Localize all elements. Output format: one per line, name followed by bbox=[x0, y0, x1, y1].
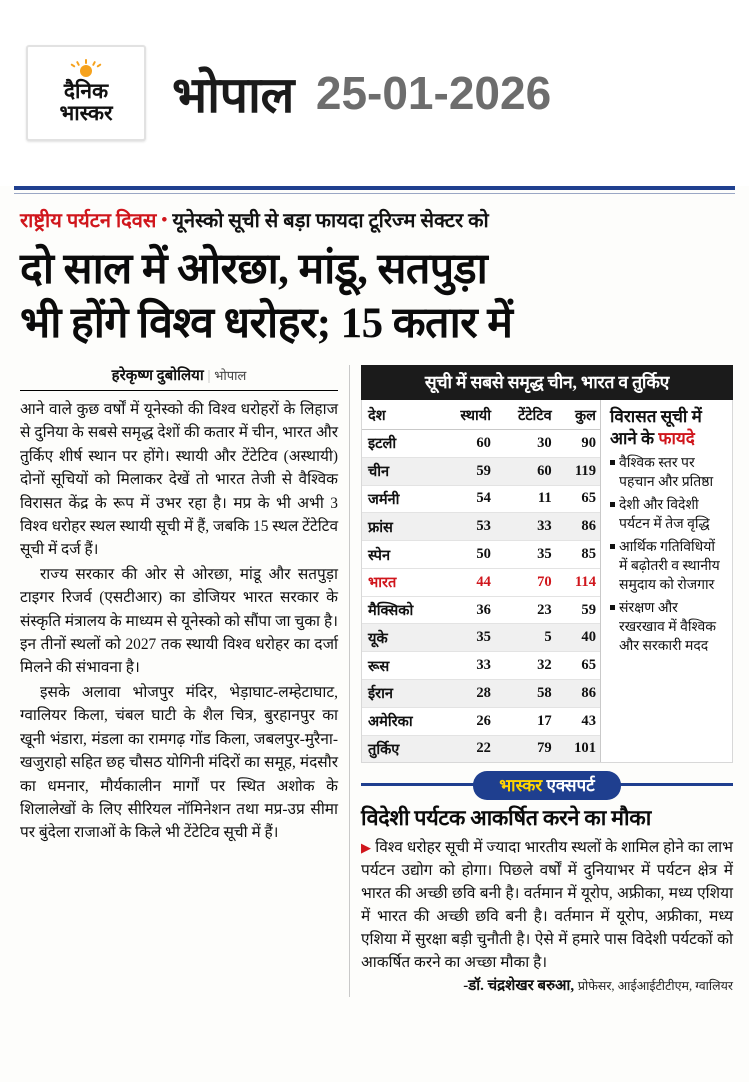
expert-body bbox=[361, 836, 733, 974]
cell-total: 119 bbox=[556, 457, 600, 485]
publication-logo bbox=[26, 45, 146, 141]
cell-total: 65 bbox=[556, 485, 600, 513]
expert-banner-label: एक्सपर्ट bbox=[546, 775, 595, 795]
benefits-title-plain: विरासत सूची में आने के bbox=[610, 407, 702, 448]
table-row bbox=[362, 457, 600, 485]
cell-country: रूस bbox=[362, 652, 439, 680]
table-header-tentative: टेंटेटिव bbox=[495, 400, 556, 430]
byline-author: हरेकृष्ण दुबोलिया bbox=[111, 368, 204, 384]
benefits-panel bbox=[600, 400, 732, 762]
cell-permanent: 54 bbox=[439, 485, 495, 513]
article-right-column bbox=[361, 365, 733, 997]
edition-city: भोपाल bbox=[172, 67, 294, 123]
byline-separator: | bbox=[207, 368, 211, 384]
article-paragraph: राज्य सरकार की ओर से ओरछा, मांडू और सतपुड़ा टाइगर रिजर्व (एसटीआर) का डोजियर भारत सरकार के संस्कृति मंत्रालय के माध्यम से यूनेस्को को सौंपा जा चुका है। इन तीनों स्थलों को 2027 तक स्थायी विश्व धरोहर का दर्जा मिलने की संभावना है। bbox=[20, 565, 338, 677]
cell-tentative: 70 bbox=[495, 568, 556, 596]
benefit-item bbox=[610, 599, 725, 656]
table-row-highlight bbox=[362, 568, 600, 596]
byline bbox=[20, 365, 338, 390]
table-and-benefits bbox=[361, 400, 733, 763]
benefit-text: वैश्विक स्तर पर पहचान और प्रतिष्ठा bbox=[619, 456, 714, 490]
expert-banner-pill bbox=[473, 771, 621, 800]
article-text bbox=[20, 398, 338, 845]
edition-date: 25-01-2026 bbox=[315, 67, 552, 119]
cell-tentative: 5 bbox=[495, 624, 556, 652]
cell-tentative: 30 bbox=[495, 430, 556, 458]
table-row bbox=[362, 652, 600, 680]
cell-permanent: 36 bbox=[439, 596, 495, 624]
bullet-square-icon bbox=[610, 502, 615, 507]
cell-country: यूके bbox=[362, 624, 439, 652]
kicker-red-text: राष्ट्रीय पर्यटन दिवस bbox=[20, 210, 157, 232]
cell-country: जर्मनी bbox=[362, 485, 439, 513]
cell-permanent: 22 bbox=[439, 735, 495, 762]
benefits-title bbox=[610, 406, 725, 450]
cell-permanent: 60 bbox=[439, 430, 495, 458]
kicker bbox=[20, 208, 729, 233]
expert-banner-brand: भास्कर bbox=[499, 775, 547, 795]
logo-line-1: दैनिक bbox=[63, 79, 109, 103]
article-left-column bbox=[20, 365, 338, 997]
cell-country: तुर्किए bbox=[362, 735, 439, 762]
table-header-country: देश bbox=[362, 400, 439, 430]
benefit-item bbox=[610, 454, 725, 492]
cell-tentative: 32 bbox=[495, 652, 556, 680]
cell-total: 86 bbox=[556, 680, 600, 708]
table-header-permanent: स्थायी bbox=[439, 400, 495, 430]
cell-tentative: 58 bbox=[495, 680, 556, 708]
sun-icon bbox=[69, 61, 103, 78]
cell-total: 90 bbox=[556, 430, 600, 458]
masthead bbox=[0, 0, 749, 186]
cell-total: 59 bbox=[556, 596, 600, 624]
bullet-square-icon bbox=[610, 544, 615, 549]
cell-country: फ्रांस bbox=[362, 513, 439, 541]
bullet-square-icon bbox=[610, 605, 615, 610]
cell-country: मैक्सिको bbox=[362, 596, 439, 624]
table-row bbox=[362, 624, 600, 652]
column-divider bbox=[349, 365, 350, 997]
cell-permanent: 33 bbox=[439, 652, 495, 680]
cell-total: 65 bbox=[556, 652, 600, 680]
cell-total: 85 bbox=[556, 541, 600, 569]
expert-body-text: विश्व धरोहर सूची में ज्यादा भारतीय स्थलों के शामिल होने का लाभ पर्यटन उद्योग को होगा। पिछले वर्षों में दुनियाभर में पर्यटन क्षेत्र में भारत की अच्छी छवि बनी है। वर्तमान में यूरोप, अफ्रीका, मध्य एशिया में भारत की अच्छी छवि बनी है। वर्तमान में यूरोप, अफ्रीका, मध्य एशिया में सुरक्षा बड़ी चुनौती है। ऐसे में हमारे पास विदेशी पर्यटकों को आकर्षित करने का अच्छा मौका है। bbox=[361, 839, 733, 972]
cell-permanent: 53 bbox=[439, 513, 495, 541]
expert-signature bbox=[361, 976, 733, 997]
article-paragraph: आने वाले कुछ वर्षों में यूनेस्को की विश्व धरोहरों के लिहाज से दुनिया के सबसे समृद्ध देशों की कतार में चीन, भारत और तुर्किए शीर्ष स्थान पर होंगे। स्थायी और टेंटेटिव (अस्थायी) दोनों सूचियों को मिलाकर देखें तो भारत तेजी से वैश्विक विरासत केंद्र के रूप में उभर रहा है। मप्र के भी अभी 3 विश्व धरोहर स्थल स्थायी सूची में हैं, जबकि 15 स्थल टेंटेटिव सूची में दर्ज हैं। bbox=[20, 401, 338, 559]
page-title bbox=[20, 243, 729, 351]
cell-tentative: 33 bbox=[495, 513, 556, 541]
benefit-text: देशी और विदेशी पर्यटन में तेज वृद्धि bbox=[619, 498, 710, 532]
table-row bbox=[362, 735, 600, 762]
benefit-item bbox=[610, 496, 725, 534]
header-divider-thin bbox=[14, 193, 735, 194]
cell-total: 114 bbox=[556, 568, 600, 596]
cell-total: 101 bbox=[556, 735, 600, 762]
article-body-area bbox=[20, 365, 731, 997]
cell-permanent: 28 bbox=[439, 680, 495, 708]
cell-country: इटली bbox=[362, 430, 439, 458]
header-divider-thick bbox=[14, 186, 735, 190]
cell-permanent: 26 bbox=[439, 707, 495, 735]
expert-heading: विदेशी पर्यटक आकर्षित करने का मौका bbox=[361, 806, 651, 831]
cell-permanent: 59 bbox=[439, 457, 495, 485]
cell-tentative: 60 bbox=[495, 457, 556, 485]
expert-designation: प्रोफेसर, आईआईटीटीएम, ग्वालियर bbox=[577, 979, 733, 994]
headline-line-2: भी होंगे विश्व धरोहर; 15 कतार में bbox=[20, 300, 513, 347]
cell-country: भारत bbox=[362, 568, 439, 596]
cell-country: स्पेन bbox=[362, 541, 439, 569]
table-header-total: कुल bbox=[556, 400, 600, 430]
table-row bbox=[362, 541, 600, 569]
expert-name: -डॉ. चंद्रशेखर बरुआ, bbox=[463, 978, 575, 995]
cell-country: चीन bbox=[362, 457, 439, 485]
benefits-title-red: फायदे bbox=[658, 429, 695, 448]
table-header-row bbox=[362, 400, 600, 430]
kicker-bullet: • bbox=[161, 210, 168, 229]
article-paragraph: इसके अलावा भोजपुर मंदिर, भेड़ाघाट-लम्हेटाघाट, ग्वालियर किला, चंबल घाटी के शैल चित्र, बुरहानपुर का खूनी भंडारा, मंडला का रामगढ़ गोंड किला, जबलपुर-मुरैना-खजुराहो सहित छह चौसठ योगिनी मंदिरों का समूह, मंदसौर का धमनार, मौर्यकालीन मार्गों पर स्थित अशोक के शिलालेखों के लिए सीरियल नॉमिनेशन तथा मप्र-उप्र सीमा पर बुंदेला राजाओं के किले भी टेंटेटिव सूची में हैं। bbox=[20, 683, 338, 842]
kicker-dark-text: यूनेस्को सूची से बड़ा फायदा टूरिज्म सेक्टर को bbox=[172, 210, 489, 232]
expert-banner bbox=[361, 771, 733, 799]
logo-line-2: भास्कर bbox=[59, 101, 113, 125]
cell-permanent: 44 bbox=[439, 568, 495, 596]
table-row bbox=[362, 707, 600, 735]
byline-divider bbox=[20, 390, 338, 391]
table-row bbox=[362, 680, 600, 708]
table-row bbox=[362, 485, 600, 513]
benefit-text: संरक्षण और रखरखाव में वैश्विक और सरकारी मदद bbox=[619, 601, 717, 654]
table-row bbox=[362, 513, 600, 541]
table-row bbox=[362, 596, 600, 624]
cell-total: 40 bbox=[556, 624, 600, 652]
cell-tentative: 35 bbox=[495, 541, 556, 569]
cell-tentative: 11 bbox=[495, 485, 556, 513]
table-title: सूची में सबसे समृद्ध चीन, भारत व तुर्किए bbox=[361, 365, 733, 400]
cell-country: अमेरिका bbox=[362, 707, 439, 735]
cell-total: 86 bbox=[556, 513, 600, 541]
cell-permanent: 35 bbox=[439, 624, 495, 652]
benefit-item bbox=[610, 538, 725, 595]
cell-total: 43 bbox=[556, 707, 600, 735]
cell-country: ईरान bbox=[362, 680, 439, 708]
byline-place: भोपाल bbox=[214, 368, 247, 383]
benefit-text: आर्थिक गतिविधियों में बढ़ोतरी व स्थानीय समुदाय को रोजगार bbox=[619, 540, 720, 593]
cell-permanent: 50 bbox=[439, 541, 495, 569]
bullet-square-icon bbox=[610, 460, 615, 465]
cell-tentative: 79 bbox=[495, 735, 556, 762]
table-row bbox=[362, 430, 600, 458]
cell-tentative: 17 bbox=[495, 707, 556, 735]
flag-icon: ▶ bbox=[361, 840, 372, 856]
headline-line-1: दो साल में ओरछा, मांडू, सतपुड़ा bbox=[20, 246, 488, 293]
heritage-table bbox=[362, 400, 600, 762]
cell-tentative: 23 bbox=[495, 596, 556, 624]
